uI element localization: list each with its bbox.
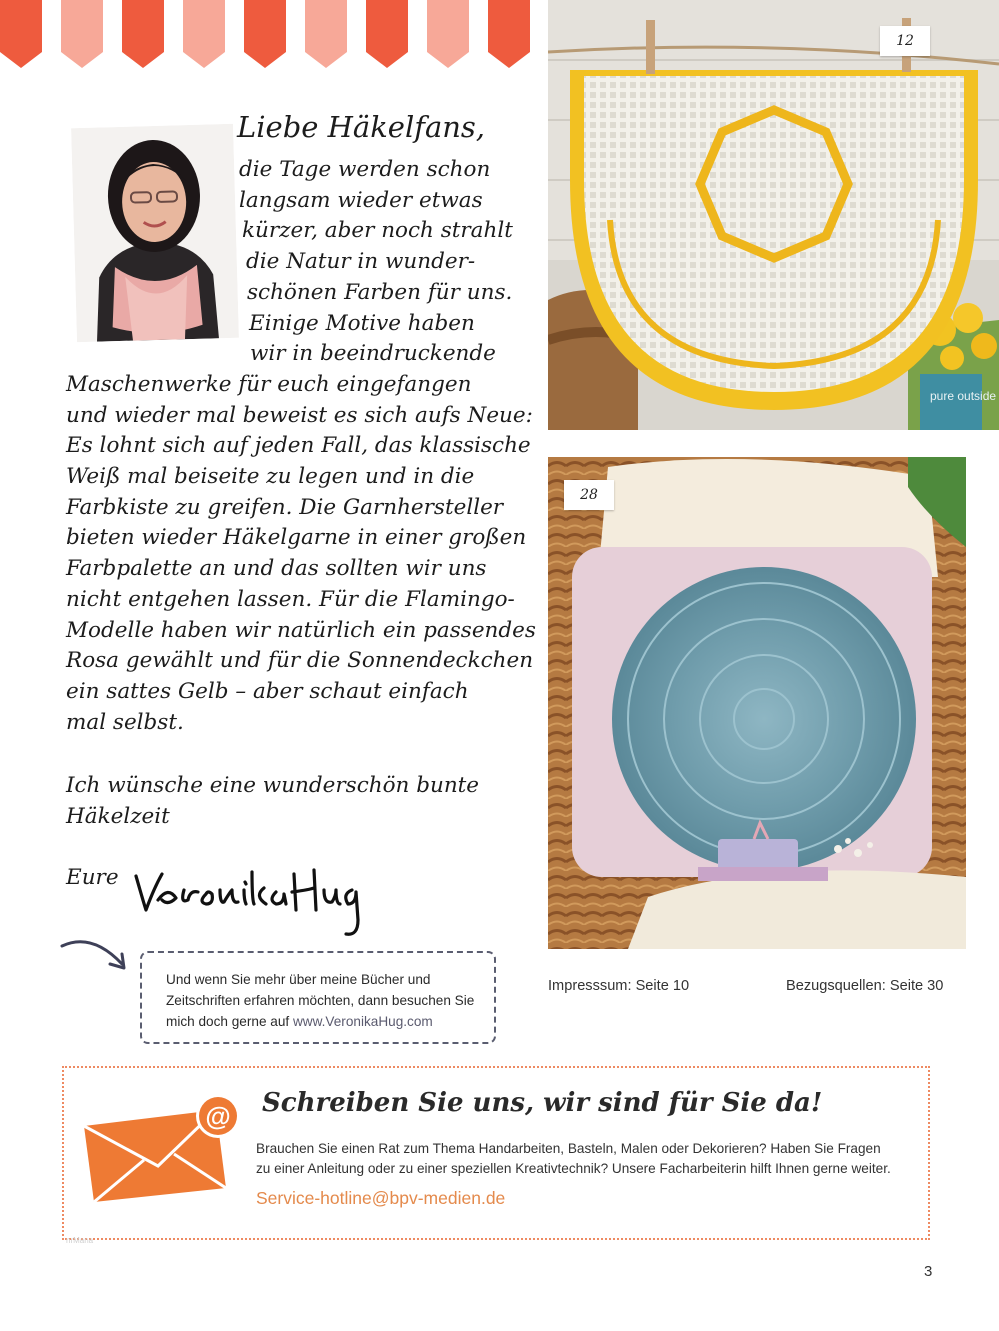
info-box-line-3-text: mich doch gerne auf xyxy=(166,1014,293,1029)
signature-image xyxy=(128,860,368,950)
jar-label: pure outside xyxy=(930,389,997,403)
envelope-at-icon xyxy=(80,1092,244,1204)
letter-greeting: Liebe Häkelfans, xyxy=(237,110,486,144)
bunting-pennant xyxy=(122,0,164,68)
watermark: nrMana xyxy=(66,1236,94,1245)
bunting-pennant xyxy=(427,0,469,68)
letter-line: Einige Motive haben xyxy=(249,310,475,336)
arrow-icon xyxy=(58,932,134,976)
letter-line: wir in beeindruckende xyxy=(250,341,496,367)
website-link[interactable]: www.VeronikaHug.com xyxy=(292,1014,433,1029)
bunting-pennant xyxy=(61,0,103,68)
bunting-pennant xyxy=(183,0,225,68)
info-box-line-3 xyxy=(166,1011,480,1032)
bunting-decoration xyxy=(0,0,540,70)
page-number: 3 xyxy=(924,1263,933,1280)
letter-line: Farbpalette an und das sollten wir uns xyxy=(66,556,487,582)
info-box xyxy=(140,951,496,1044)
letter-line: bieten wieder Häkelgarne in einer großen xyxy=(66,525,527,551)
svg-text:@: @ xyxy=(205,1101,231,1131)
letter-line: Es lohnt sich auf jeden Fall, das klassische xyxy=(66,433,531,459)
author-portrait xyxy=(71,124,239,342)
letter-line: langsam wieder etwas xyxy=(239,187,483,213)
info-box-line-2: Zeitschriften erfahren möchten, dann besuchen Sie xyxy=(166,993,475,1008)
letter-wish-line-2: Häkelzeit xyxy=(66,804,170,829)
letter-line: die Tage werden schon xyxy=(239,157,491,182)
letter-line: Farbkiste zu greifen. Die Garnhersteller xyxy=(66,494,504,520)
service-text-line-1: Brauchen Sie einen Rat zum Thema Handarbeiten, Basteln, Malen oder Dekorieren? Haben Sie Fragen xyxy=(256,1141,881,1156)
bunting-pennant xyxy=(366,0,408,68)
bunting-pennant xyxy=(488,0,530,68)
letter-line: ein sattes Gelb – aber schaut einfach xyxy=(66,678,469,704)
letter-line: Modelle haben wir natürlich ein passendes xyxy=(66,617,536,643)
letter-line: schönen Farben für uns. xyxy=(247,279,513,305)
letter-wish-line-1: Ich wünsche eine wunderschön bunte xyxy=(66,773,480,798)
photo-blue-doily-cushion xyxy=(548,457,966,949)
page-tag-top: 12 xyxy=(880,26,930,56)
imprint-reference: Impresssum: Seite 10 xyxy=(548,978,690,994)
service-title: Schreiben Sie uns, wir sind für Sie da! xyxy=(262,1088,823,1118)
bunting-pennant xyxy=(244,0,286,68)
letter-closing: Eure xyxy=(66,865,119,890)
letter-line: Rosa gewählt und für die Sonnendeckchen xyxy=(66,648,534,674)
page-tag-bottom: 28 xyxy=(564,480,614,510)
service-text xyxy=(256,1139,891,1179)
letter-line: mal selbst. xyxy=(66,709,184,735)
bunting-pennant xyxy=(0,0,42,68)
letter-line: Maschenwerke für euch eingefangen xyxy=(66,371,472,397)
sources-reference: Bezugsquellen: Seite 30 xyxy=(786,978,944,994)
letter-line: nicht entgehen lassen. Für die Flamingo- xyxy=(66,586,515,612)
letter-line: kürzer, aber noch strahlt xyxy=(242,218,513,244)
letter-line: die Natur in wunder- xyxy=(246,249,476,275)
service-email-link[interactable]: Service-hotline@bpv-medien.de xyxy=(256,1188,506,1208)
letter-line: und wieder mal beweist es sich aufs Neue: xyxy=(66,402,533,428)
letter-line: Weiß mal beiseite zu legen und in die xyxy=(66,464,475,489)
photo-yellow-doily xyxy=(548,0,999,430)
bunting-pennant xyxy=(305,0,347,68)
service-text-line-2: zu einer Anleitung oder zu einer speziellen Kreativtechnik? Unsere Facharbeiterin hilft Ihnen gerne weiter. xyxy=(256,1161,891,1176)
info-box-line-1: Und wenn Sie mehr über meine Bücher und xyxy=(166,972,431,987)
